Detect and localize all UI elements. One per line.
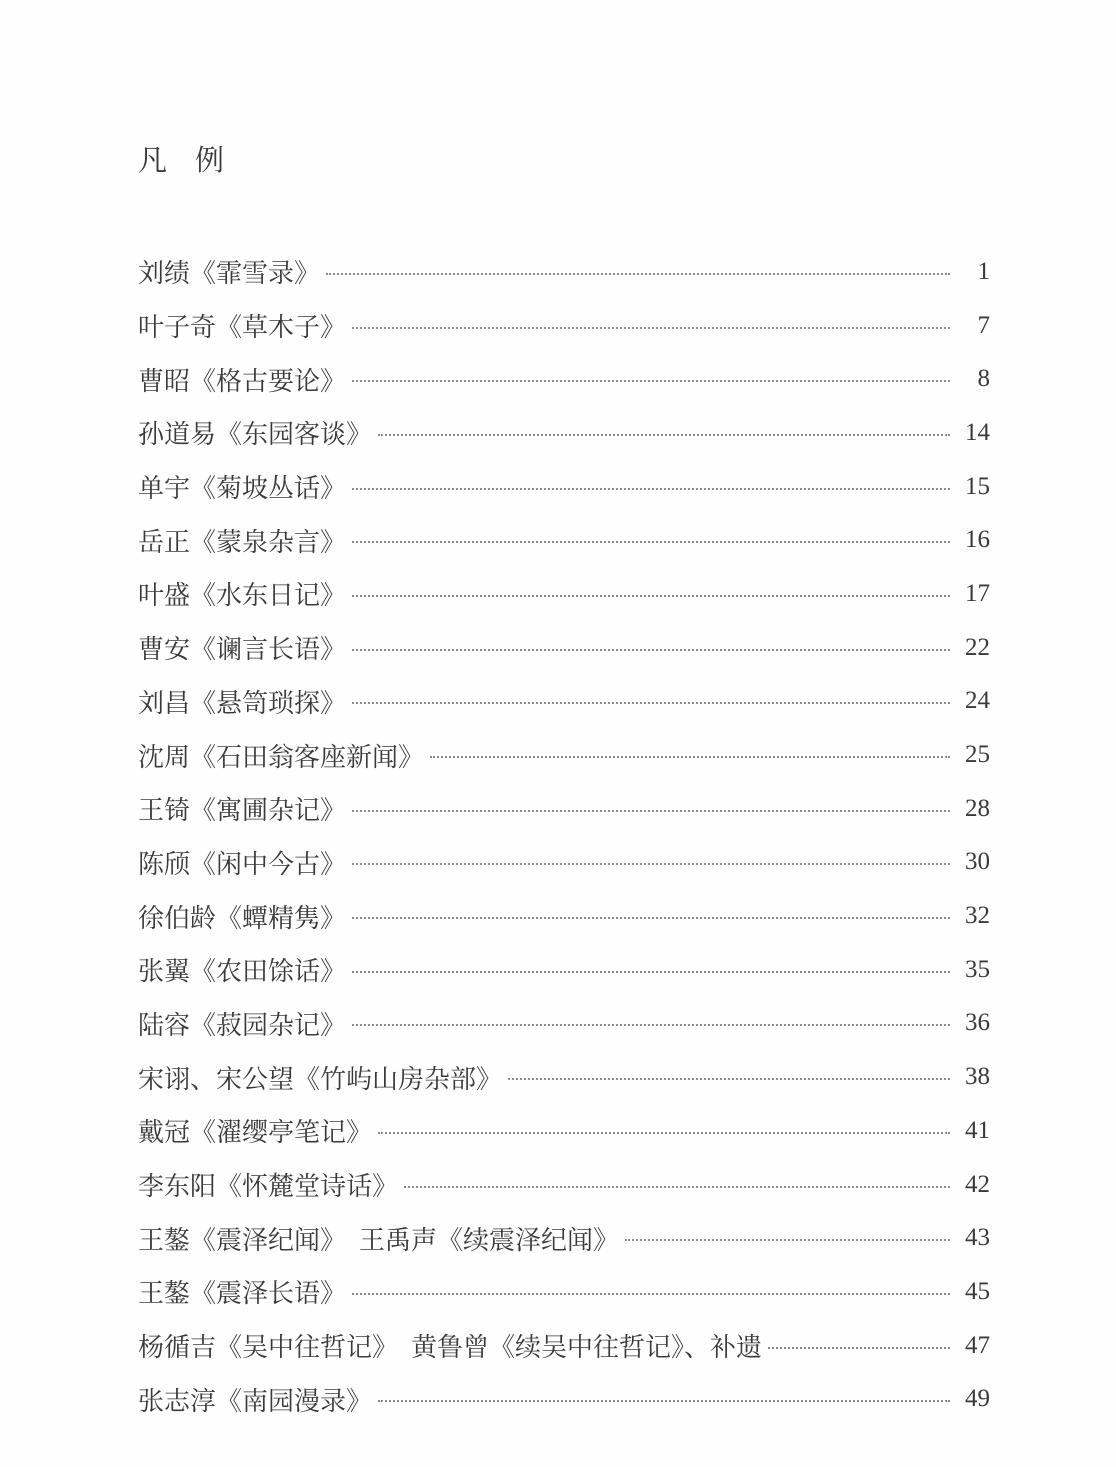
toc-entry[interactable]: [138, 1265, 990, 1319]
toc-entry-page-number: 22: [965, 633, 990, 661]
toc-entry[interactable]: [138, 1211, 990, 1265]
toc-entry-page-number: 35: [965, 955, 990, 983]
toc-entry-title: 李东阳《怀麓堂诗话》: [138, 1172, 399, 1203]
toc-entry[interactable]: [138, 836, 990, 890]
toc-entry-page-number: 45: [965, 1277, 990, 1305]
toc-entry-title: 沈周《石田翁客座新闻》: [138, 742, 425, 773]
toc-entry-page-number: 28: [965, 794, 990, 822]
toc-entry[interactable]: [138, 352, 990, 406]
dot-leader: [352, 1293, 950, 1295]
dot-leader: [378, 1400, 950, 1402]
toc-entry-title: 陆容《菽园杂记》: [138, 1010, 347, 1041]
toc-entry-page-number: 17: [965, 579, 990, 607]
toc-entry-title: 王锜《寓圃杂记》: [138, 796, 347, 827]
toc-entry-page-number: 14: [965, 418, 990, 446]
toc-entry-title: 戴冠《濯缨亭笔记》: [138, 1118, 373, 1149]
dot-leader: [378, 1132, 950, 1134]
toc-entry[interactable]: [138, 621, 990, 675]
dot-leader: [352, 971, 950, 973]
toc-entry[interactable]: [138, 782, 990, 836]
dot-leader: [352, 649, 950, 651]
dot-leader: [326, 273, 950, 275]
toc-entry[interactable]: [138, 1104, 990, 1158]
dot-leader: [352, 1024, 950, 1026]
toc-entry[interactable]: [138, 1158, 990, 1212]
toc-entry[interactable]: [138, 1372, 990, 1426]
toc-entry-title: 叶子奇《草木子》: [138, 313, 347, 344]
toc-entry[interactable]: [138, 1319, 990, 1373]
toc-entry-title: 单宇《菊坡丛话》: [138, 474, 347, 505]
toc-entry-title: 杨循吉《吴中往哲记》 黄鲁曾《续吴中往哲记》、补遗: [138, 1333, 763, 1364]
dot-leader: [352, 810, 950, 812]
toc-entry-page-number: 36: [965, 1009, 990, 1037]
dot-leader: [625, 1239, 950, 1241]
dot-leader: [352, 327, 950, 329]
toc-entry-title: 曹昭《格古要论》: [138, 366, 347, 397]
toc-entry-page-number: 43: [965, 1224, 990, 1252]
toc-entry-title: 叶盛《水东日记》: [138, 581, 347, 612]
toc-entry-title: 张志淳《南园漫录》: [138, 1386, 373, 1417]
dot-leader: [352, 917, 950, 919]
dot-leader: [404, 1186, 950, 1188]
dot-leader: [352, 863, 950, 865]
toc-entry-title: 陈颀《闲中今古》: [138, 849, 347, 880]
toc-entry-page-number: 25: [965, 741, 990, 769]
toc-entry[interactable]: [138, 1050, 990, 1104]
dot-leader: [378, 434, 950, 436]
toc-entry[interactable]: [138, 513, 990, 567]
toc-entry-page-number: 16: [965, 526, 990, 554]
toc-entry[interactable]: [138, 943, 990, 997]
toc-entry-page-number: 41: [965, 1116, 990, 1144]
toc-entry[interactable]: [138, 299, 990, 353]
toc-entry[interactable]: [138, 406, 990, 460]
toc-entry-page-number: 15: [965, 472, 990, 500]
table-of-contents: [138, 245, 990, 1426]
toc-entry-title: 张翼《农田馀话》: [138, 957, 347, 988]
dot-leader: [352, 380, 950, 382]
toc-entry-page-number: 49: [965, 1385, 990, 1413]
toc-entry-page-number: 24: [965, 687, 990, 715]
toc-entry[interactable]: [138, 460, 990, 514]
toc-entry-title: 宋诩、宋公望《竹屿山房杂部》: [138, 1064, 503, 1095]
toc-entry[interactable]: [138, 675, 990, 729]
toc-entry-page-number: 42: [965, 1170, 990, 1198]
dot-leader: [430, 756, 950, 758]
toc-entry[interactable]: [138, 245, 990, 299]
toc-entry[interactable]: [138, 997, 990, 1051]
toc-entry-title: 王鏊《震泽纪闻》 王禹声《续震泽纪闻》: [138, 1225, 620, 1256]
toc-entry-page-number: 30: [965, 848, 990, 876]
toc-entry-page-number: 7: [977, 311, 990, 339]
toc-entry-title: 王鏊《震泽长语》: [138, 1279, 347, 1310]
toc-entry-title: 刘绩《霏雪录》: [138, 259, 321, 290]
toc-entry-page-number: 38: [965, 1063, 990, 1091]
toc-entry[interactable]: [138, 567, 990, 621]
toc-entry[interactable]: [138, 728, 990, 782]
toc-entry-page-number: 8: [977, 365, 990, 393]
dot-leader: [352, 595, 950, 597]
toc-entry[interactable]: [138, 889, 990, 943]
toc-entry-title: 徐伯龄《蟫精隽》: [138, 903, 347, 934]
toc-entry-title: 曹安《谰言长语》: [138, 635, 347, 666]
toc-entry-title: 孙道易《东园客谈》: [138, 420, 373, 451]
toc-entry-title: 岳正《蒙泉杂言》: [138, 527, 347, 558]
dot-leader: [768, 1347, 950, 1349]
toc-entry-page-number: 47: [965, 1331, 990, 1359]
dot-leader: [352, 488, 950, 490]
toc-entry-page-number: 1: [977, 257, 990, 285]
dot-leader: [352, 702, 950, 704]
toc-entry-page-number: 32: [965, 902, 990, 930]
page-heading: 凡例: [138, 143, 253, 177]
dot-leader: [508, 1078, 950, 1080]
dot-leader: [352, 541, 950, 543]
toc-entry-title: 刘昌《悬笥琐探》: [138, 688, 347, 719]
